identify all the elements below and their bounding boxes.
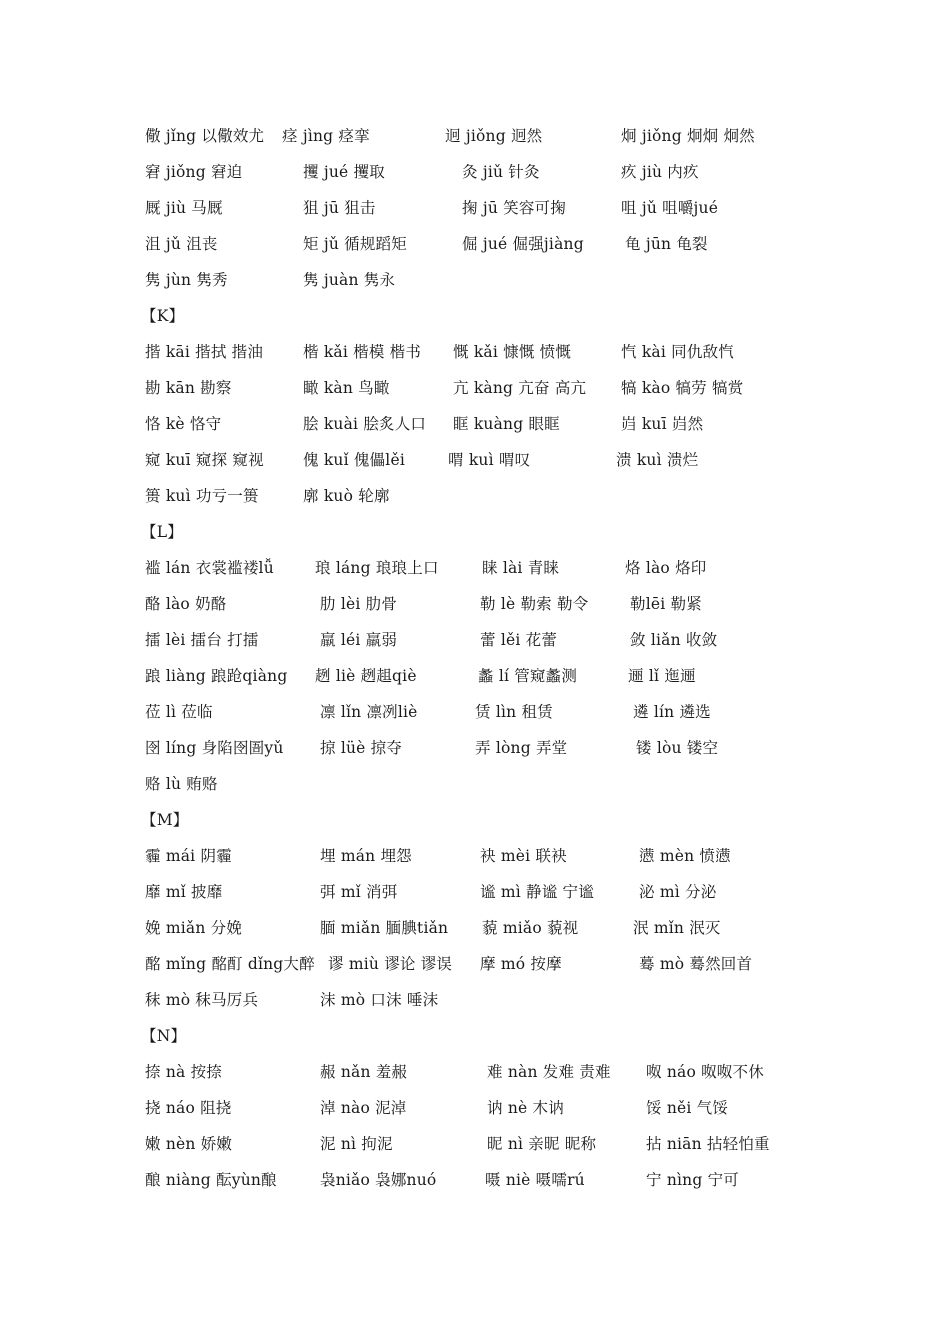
vocab-entry: 痉 jìng 痉挛 (282, 127, 370, 145)
vocab-entry: 馁 něi 气馁 (646, 1099, 729, 1117)
vocab-entry: 袂 mèi 联袂 (480, 847, 567, 865)
vocab-entry: 迥 jiǒng 迥然 (445, 127, 543, 145)
vocab-entry: 溃 kuì 溃烂 (616, 451, 699, 469)
list-row (145, 226, 845, 262)
vocab-entry: 狙 jū 狙击 (303, 199, 376, 217)
list-row (145, 1054, 845, 1090)
section-letter: 【N】 (141, 1027, 187, 1045)
list-row (145, 982, 845, 1018)
vocab-entry: 赂 lù 贿赂 (145, 775, 218, 793)
vocab-entry: 腼 miǎn 腼腆tiǎn (320, 919, 449, 937)
vocab-entry: 秣 mò 秣马厉兵 (145, 991, 259, 1009)
list-row (145, 694, 845, 730)
list-row (145, 118, 845, 154)
section-header-n (141, 1018, 845, 1054)
vocab-entry: 掬 jū 笑容可掬 (462, 199, 566, 217)
vocab-entry: 犒 kào 犒劳 犒赏 (621, 379, 744, 397)
vocab-entry: 睐 lài 青睐 (482, 559, 560, 577)
list-row (145, 910, 845, 946)
vocab-entry: 廓 kuò 轮廓 (303, 487, 390, 505)
section-header-m (141, 802, 845, 838)
vocab-entry: 讷 nè 木讷 (487, 1099, 564, 1117)
list-row (145, 370, 845, 406)
list-row (145, 730, 845, 766)
vocab-entry: 脍 kuài 脍炙人口 (303, 415, 427, 433)
vocab-entry: 肋 lèi 肋骨 (320, 595, 398, 613)
vocab-entry: 眶 kuàng 眼眶 (453, 415, 560, 433)
vocab-entry: 赧 nǎn 羞赧 (320, 1063, 408, 1081)
list-row (145, 622, 845, 658)
vocab-entry: 龟 jūn 龟裂 (625, 235, 708, 253)
vocab-entry: 懑 mèn 愤懑 (639, 847, 731, 865)
vocab-entry: 镂 lòu 镂空 (636, 739, 719, 757)
vocab-entry: 赁 lìn 租赁 (475, 703, 553, 721)
vocab-entry: 掠 lüè 掠夺 (320, 739, 403, 757)
vocab-entry: 疚 jiù 内疚 (621, 163, 699, 181)
list-row (145, 334, 845, 370)
list-row (145, 766, 845, 802)
vocab-entry: 弭 mǐ 消弭 (320, 883, 398, 901)
vocab-entry: 嗫 niè 嗫嚅rú (485, 1171, 585, 1189)
vocab-entry: 灸 jiǔ 针灸 (462, 163, 540, 181)
vocab-entry: 炯 jiǒng 炯炯 炯然 (621, 127, 755, 145)
vocab-entry: 蓦 mò 蓦然回首 (639, 955, 753, 973)
vocab-entry: 恪 kè 恪守 (145, 415, 222, 433)
vocab-entry: 霾 mái 阴霾 (145, 847, 232, 865)
vocab-entry: 酪 lào 奶酪 (145, 595, 227, 613)
list-row (145, 478, 845, 514)
vocab-entry: 蠡 lí 管窥蠡测 (478, 667, 578, 685)
list-row (145, 658, 845, 694)
list-row (145, 946, 845, 982)
vocab-entry: 羸 léi 羸弱 (320, 631, 398, 649)
vocab-entry: 藐 miǎo 藐视 (482, 919, 579, 937)
list-row (145, 442, 845, 478)
vocab-entry: 酩 mǐng 酩酊 dǐng大醉 (145, 955, 315, 973)
vocab-entry: 傀 kuǐ 傀儡lěi (303, 451, 405, 469)
vocab-entry: 摩 mó 按摩 (480, 955, 562, 973)
vocab-entry: 儆 jǐng 以儆效尤 (145, 127, 265, 145)
vocab-entry: 窥 kuī 窥探 窥视 (145, 451, 264, 469)
list-row (145, 874, 845, 910)
vocab-entry: 泥 nì 拘泥 (320, 1135, 393, 1153)
vocab-entry: 淖 nào 泥淖 (320, 1099, 407, 1117)
vocab-entry: 倔 jué 倔强jiàng (462, 235, 584, 253)
vocab-entry: 囹 líng 身陷囹圄yǔ (145, 739, 284, 757)
vocab-entry: 遴 lín 遴选 (633, 703, 711, 721)
section-letter: 【K】 (141, 307, 185, 325)
vocab-entry: 拈 niān 拈轻怕重 (646, 1135, 770, 1153)
section-header-l (141, 514, 845, 550)
vocab-entry: 咀 jǔ 咀嚼jué (621, 199, 719, 217)
vocab-entry: 谬 miù 谬论 谬误 (328, 955, 453, 973)
list-row (145, 1090, 845, 1126)
list-row (145, 154, 845, 190)
section-letter: 【L】 (141, 523, 183, 541)
vocab-entry: 弄 lòng 弄堂 (475, 739, 568, 757)
list-row (145, 838, 845, 874)
vocab-entry: 呶 náo 呶呶不休 (646, 1063, 764, 1081)
vocab-entry: 娩 miǎn 分娩 (145, 919, 243, 937)
vocab-entry: 慨 kǎi 慷慨 愤慨 (453, 343, 572, 361)
vocab-entry: 琅 láng 琅琅上口 (315, 559, 439, 577)
vocab-entry: 难 nàn 发难 责难 (487, 1063, 611, 1081)
section-header-k (141, 298, 845, 334)
vocab-entry: 楷 kǎi 楷模 楷书 (303, 343, 422, 361)
vocab-entry: 莅 lì 莅临 (145, 703, 213, 721)
vocab-entry: 擂 lèi 擂台 打擂 (145, 631, 259, 649)
vocab-entry: 矩 jǔ 循规蹈矩 (303, 235, 407, 253)
vocab-entry: 瞰 kàn 鸟瞰 (303, 379, 390, 397)
vocab-entry: 捺 nà 按捺 (145, 1063, 222, 1081)
vocab-entry: 篑 kuì 功亏一篑 (145, 487, 259, 505)
vocab-entry: 隽 juàn 隽永 (303, 271, 396, 289)
vocab-entry: 亢 kàng 亢奋 高亢 (453, 379, 587, 397)
vocab-entry: 宁 nìng 宁可 (646, 1171, 739, 1189)
vocab-entry: 勘 kān 勘察 (145, 379, 232, 397)
vocab-entry: 泌 mì 分泌 (639, 883, 717, 901)
vocab-entry: 踉 liàng 踉跄qiàng (145, 667, 288, 685)
vocab-entry: 挠 náo 阻挠 (145, 1099, 232, 1117)
vocab-entry: 厩 jiù 马厩 (145, 199, 223, 217)
list-row (145, 1162, 845, 1198)
vocab-entry: 凛 lǐn 凛冽liè (320, 703, 418, 721)
vocab-entry: 勒lēi 勒紧 (630, 595, 702, 613)
list-row (145, 1126, 845, 1162)
section-letter: 【M】 (141, 811, 189, 829)
vocab-entry: 窘 jiǒng 窘迫 (145, 163, 243, 181)
vocab-entry: 烙 lào 烙印 (625, 559, 707, 577)
vocab-entry: 攫 jué 攫取 (303, 163, 385, 181)
list-row (145, 190, 845, 226)
document-page (141, 118, 845, 1198)
vocab-entry: 喟 kuì 喟叹 (448, 451, 531, 469)
vocab-entry: 揩 kāi 揩拭 揩油 (145, 343, 264, 361)
vocab-entry: 褴 lán 衣裳褴褛lǚ (145, 559, 274, 577)
vocab-entry: 埋 mán 埋怨 (320, 847, 412, 865)
vocab-entry: 袅niǎo 袅娜nuó (320, 1171, 437, 1189)
vocab-entry: 酿 niàng 酝yùn酿 (145, 1171, 277, 1189)
vocab-entry: 趔 liè 趔趄qiè (315, 667, 417, 685)
vocab-entry: 昵 nì 亲昵 昵称 (487, 1135, 597, 1153)
vocab-entry: 靡 mǐ 披靡 (145, 883, 223, 901)
vocab-entry: 勒 lè 勒索 勒令 (480, 595, 589, 613)
vocab-entry: 沮 jǔ 沮丧 (145, 235, 218, 253)
vocab-entry: 嫩 nèn 娇嫩 (145, 1135, 233, 1153)
vocab-entry: 沫 mò 口沫 唾沫 (320, 991, 439, 1009)
vocab-entry: 蕾 lěi 花蕾 (480, 631, 558, 649)
vocab-entry: 谧 mì 静谧 宁谧 (480, 883, 594, 901)
list-row (145, 406, 845, 442)
vocab-entry: 岿 kuī 岿然 (621, 415, 704, 433)
vocab-entry: 敛 liǎn 收敛 (630, 631, 718, 649)
vocab-entry: 隽 jùn 隽秀 (145, 271, 228, 289)
vocab-entry: 逦 lǐ 迤逦 (628, 667, 696, 685)
list-row (145, 586, 845, 622)
vocab-entry: 泯 mǐn 泯灭 (633, 919, 721, 937)
vocab-entry: 忾 kài 同仇敌忾 (621, 343, 734, 361)
list-row (145, 262, 845, 298)
list-row (145, 550, 845, 586)
